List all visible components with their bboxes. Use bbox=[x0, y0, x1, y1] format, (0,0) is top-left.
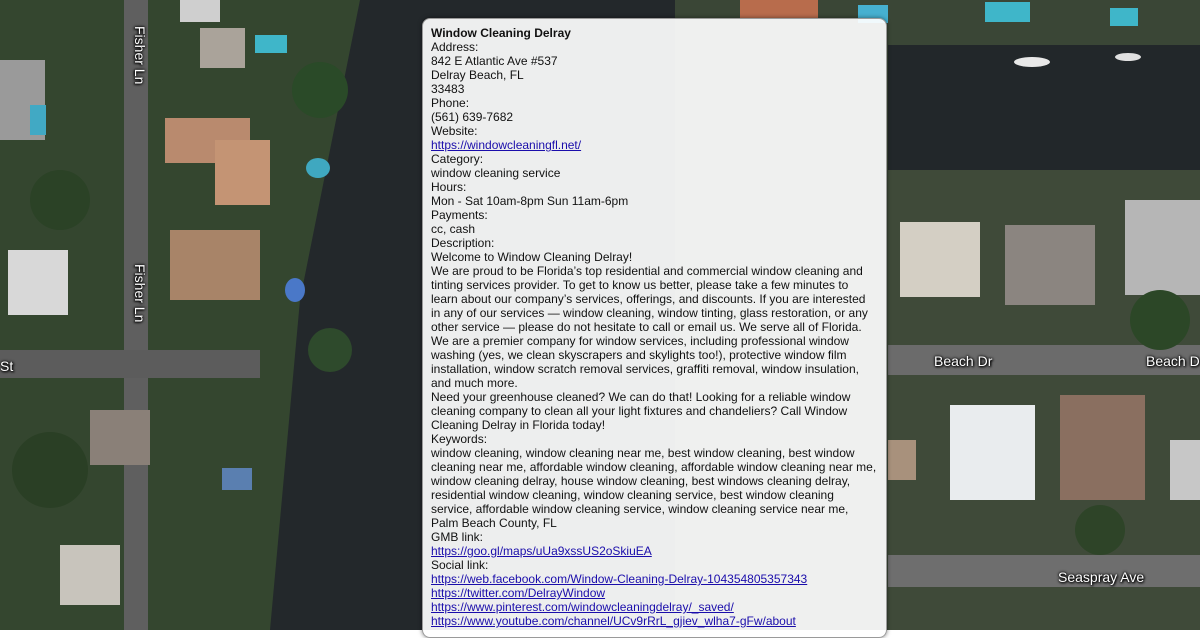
social-link-twitter[interactable]: https://twitter.com/DelrayWindow bbox=[431, 586, 606, 600]
street-label-seaspray-ave: Seaspray Ave bbox=[1058, 569, 1145, 585]
category-label: Category: bbox=[431, 152, 484, 166]
hours-label: Hours: bbox=[431, 180, 467, 194]
social-link-pinterest[interactable]: https://www.pinterest.com/windowcleaningdelray/_saved/ bbox=[431, 600, 734, 614]
business-info-panel bbox=[422, 18, 887, 638]
business-name: Window Cleaning Delray bbox=[431, 26, 571, 40]
keywords-value: window cleaning, window cleaning near me, best window cleaning, best window cleaning near me, affordable window cleaning, affordable window cleaning near me, window cleaning delray, house window cleaning, best windows cleaning delray, residential window cleaning, window cleaning service, best window cleaning service, affordable window cleaning service, window cleaning service near me, Palm Beach County, FL bbox=[431, 446, 877, 530]
street-label-fisher-ln: Fisher Ln bbox=[132, 26, 148, 85]
description-label: Description: bbox=[431, 236, 495, 250]
phone-label: Phone: bbox=[431, 96, 470, 110]
category-value: window cleaning service bbox=[431, 166, 561, 180]
description-paragraph: Welcome to Window Cleaning Delray! bbox=[431, 250, 633, 264]
address-city: Delray Beach, FL bbox=[431, 68, 524, 82]
website-link[interactable]: https://windowcleaningfl.net/ bbox=[431, 138, 582, 152]
address-label: Address: bbox=[431, 40, 479, 54]
description-paragraph: Need your greenhouse cleaned? We can do that! Looking for a reliable window cleaning company to clean all your light fixtures and chandeliers? Call Window Cleaning Delray in Florida today! bbox=[431, 390, 851, 432]
social-label: Social link: bbox=[431, 558, 489, 572]
social-link-youtube[interactable]: https://www.youtube.com/channel/UCv9rRrL_gjiev_wlha7-gFw/about bbox=[431, 614, 796, 628]
gmb-link[interactable]: https://goo.gl/maps/uUa9xssUS2oSkiuEA bbox=[431, 544, 652, 558]
street-label-st: St bbox=[0, 358, 14, 374]
phone-number: (561) 639-7682 bbox=[431, 110, 514, 124]
hours-value: Mon - Sat 10am-8pm Sun 11am-6pm bbox=[431, 194, 629, 208]
description-paragraph: We are proud to be Florida’s top residential and commercial window cleaning and tinting services provider. To get to know us better, please take a few minutes to learn about our company’s services, offerings, and discounts. If you are interested in any of our services — window cleaning, window tinting, glass restoration, or any other service — please do not hesitate to call or email us. We serve all of Florida. bbox=[431, 264, 868, 334]
gmb-label: GMB link: bbox=[431, 530, 484, 544]
address-zip: 33483 bbox=[431, 82, 465, 96]
payments-value: cc, cash bbox=[431, 222, 476, 236]
street-label-beach-dr: Beach Dr bbox=[934, 353, 993, 369]
keywords-label: Keywords: bbox=[431, 432, 488, 446]
website-label: Website: bbox=[431, 124, 478, 138]
street-label-beach-dr: Beach D bbox=[1146, 353, 1200, 369]
payments-label: Payments: bbox=[431, 208, 488, 222]
address-line: 842 E Atlantic Ave #537 bbox=[431, 54, 558, 68]
street-label-fisher-ln: Fisher Ln bbox=[132, 264, 148, 323]
social-link-facebook[interactable]: https://web.facebook.com/Window-Cleaning-Delray-104354805357343 bbox=[431, 572, 808, 586]
description-paragraph: We are a premier company for window services, including professional window washing (yes, we clean skyscrapers and skylights too!), protective window film installation, window scratch removal services, graffiti removal, window insulation, and much more. bbox=[431, 334, 859, 390]
